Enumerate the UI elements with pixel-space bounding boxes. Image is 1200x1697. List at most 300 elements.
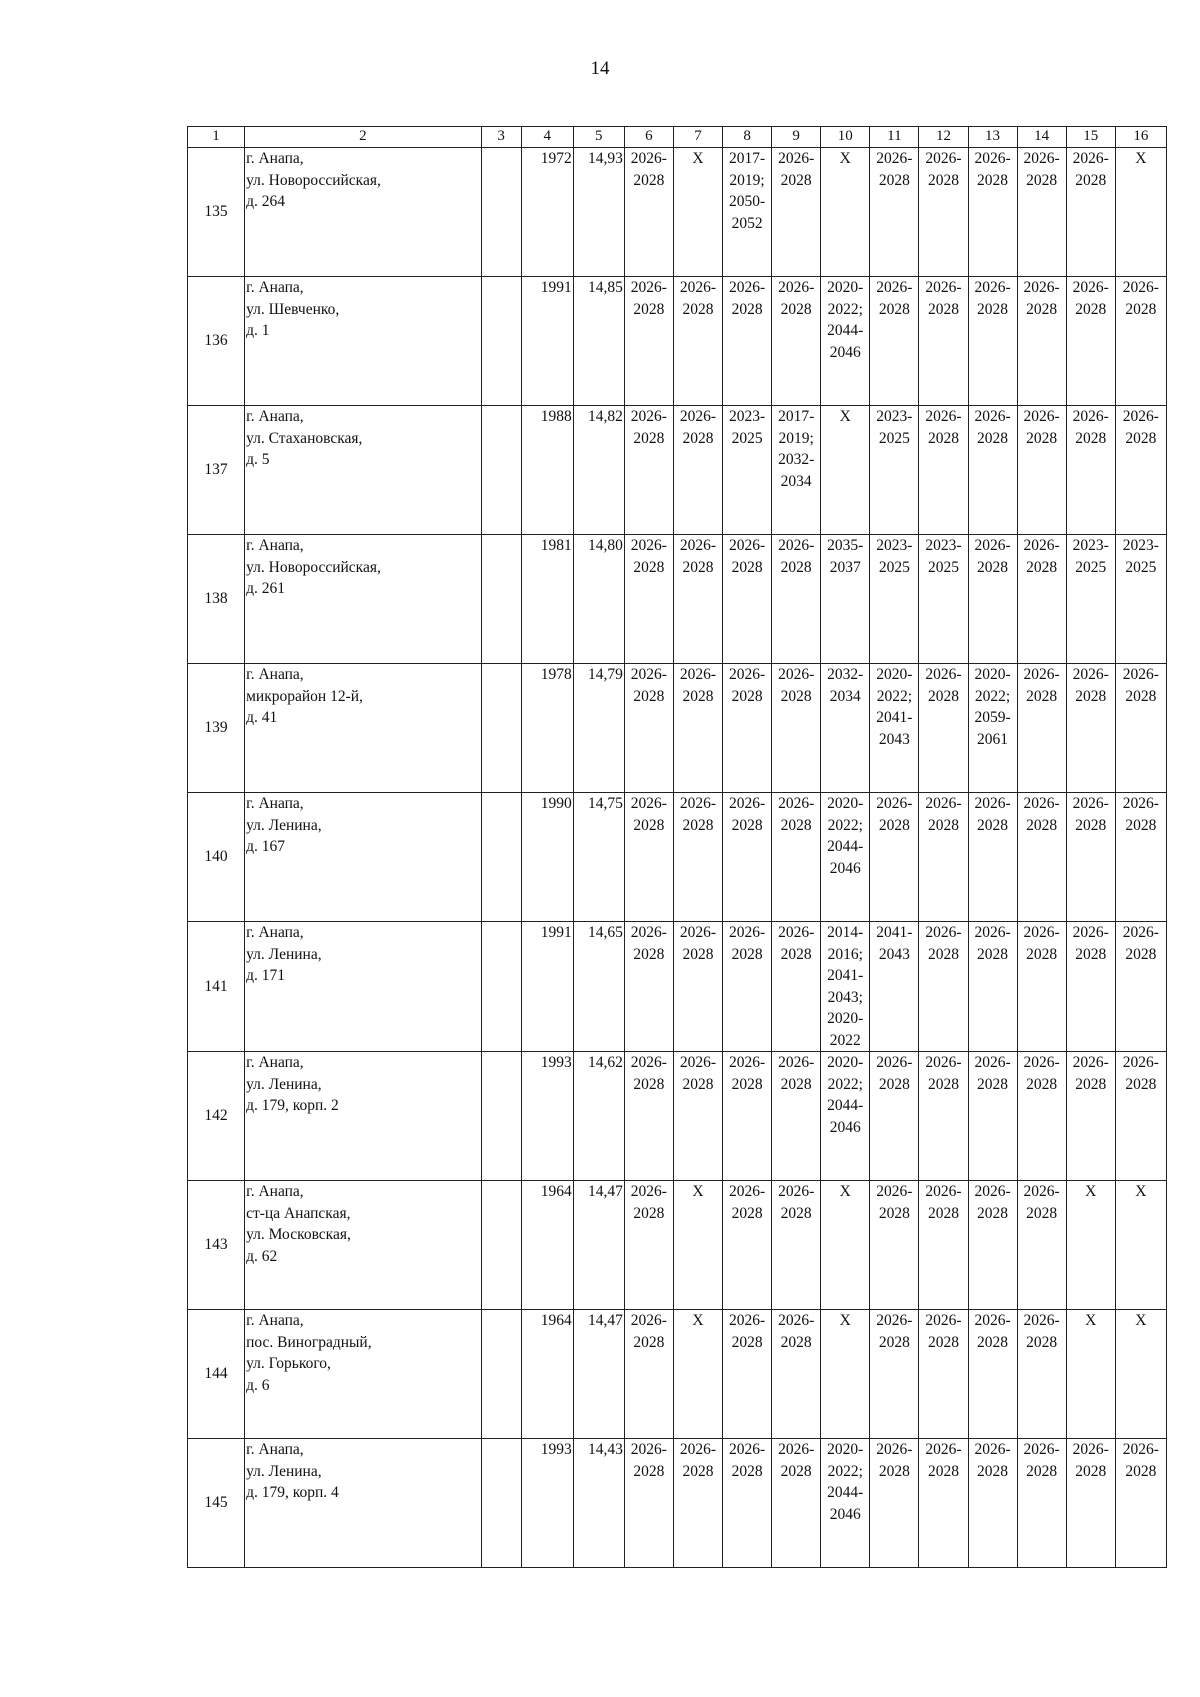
cell-line: ул. Стахановская, [246, 429, 363, 447]
period-cell [772, 1439, 821, 1568]
period-cell [968, 793, 1017, 922]
cell-line: 2028 [780, 300, 812, 318]
empty-cell [481, 406, 521, 535]
cell-line: микрорайон 12-й, [246, 687, 363, 705]
row-number: 139 [188, 664, 245, 793]
period-cell [1115, 664, 1166, 793]
cell-line: 2028 [633, 558, 665, 576]
empty-cell [481, 1439, 521, 1568]
period-cell [1017, 406, 1066, 535]
cell-line: 2028 [731, 816, 763, 834]
period-cell [1017, 277, 1066, 406]
cell-line: ул. Ленина, [246, 816, 322, 834]
cell-line: 2028 [1075, 945, 1107, 963]
cell-line: 2023- [728, 408, 766, 425]
column-header: 15 [1066, 127, 1115, 148]
cell-line: 2026- [778, 150, 815, 167]
cell-line: г. Анапа, [246, 924, 304, 941]
period-cell [821, 922, 870, 1052]
year-cell: 1981 [521, 535, 573, 664]
period-cell [723, 1439, 772, 1568]
cell-line: ул. Новороссийская, [246, 171, 381, 189]
year-cell: 1993 [521, 1052, 573, 1181]
period-cell [1017, 1310, 1066, 1439]
address-cell [245, 535, 481, 664]
cell-line: 2028 [878, 1333, 910, 1351]
period-cell [723, 1052, 772, 1181]
period-cell [772, 406, 821, 535]
cell-line: 2028 [633, 429, 665, 447]
cell-line: 2046 [829, 1118, 861, 1136]
cell-line: Х [692, 1183, 704, 1200]
cell-line: 2017- [728, 150, 766, 167]
cell-line: 2028 [878, 1075, 910, 1093]
cell-line: 2026- [925, 1054, 962, 1071]
period-cell [919, 1052, 968, 1181]
value-cell: 14,75 [573, 793, 624, 922]
cell-line: 2028 [633, 1333, 665, 1351]
cell-line: 2046 [829, 1505, 861, 1523]
header-row [188, 127, 1167, 148]
period-cell [1066, 1310, 1115, 1439]
cell-line: 2028 [731, 1204, 763, 1222]
table-row [188, 1310, 1167, 1439]
period-cell [1066, 535, 1115, 664]
cell-line: Х [839, 1183, 851, 1200]
cell-line: 2026- [1072, 666, 1109, 683]
cell-line: 2028 [1026, 1204, 1058, 1222]
period-cell [624, 1181, 673, 1310]
cell-line: 2028 [682, 1462, 714, 1480]
period-cell [1017, 535, 1066, 664]
cell-line: 2028 [977, 816, 1009, 834]
cell-line: 2043 [878, 945, 910, 963]
cell-line: 2028 [682, 945, 714, 963]
cell-line: 2041- [827, 967, 864, 984]
address-cell [245, 1439, 481, 1568]
cell-line: 2028 [1075, 1462, 1107, 1480]
cell-line: 2026- [1122, 924, 1159, 941]
cell-line: д. 179, корп. 4 [246, 1484, 339, 1501]
row-number: 143 [188, 1181, 245, 1310]
table-row [188, 406, 1167, 535]
cell-line: 2020- [827, 795, 864, 812]
period-cell [968, 1439, 1017, 1568]
page-number: 14 [590, 58, 610, 79]
cell-line: 2026- [1072, 795, 1109, 812]
table-row [188, 1439, 1167, 1568]
period-cell [870, 664, 919, 793]
year-cell: 1991 [521, 922, 573, 1052]
cell-line: 2026- [974, 1312, 1011, 1329]
cell-line: 2026- [1072, 1441, 1109, 1458]
period-cell [919, 406, 968, 535]
period-cell [723, 148, 772, 277]
cell-line: 2026- [1023, 924, 1060, 941]
period-cell [821, 1439, 870, 1568]
cell-line: 2043 [878, 730, 910, 748]
value-cell: 14,79 [573, 664, 624, 793]
cell-line: 2026- [876, 1312, 913, 1329]
cell-line: 2026- [1122, 279, 1159, 296]
cell-line: 2026- [778, 795, 815, 812]
cell-line: 2026- [679, 279, 717, 296]
period-cell [870, 793, 919, 922]
cell-line: 2034 [780, 472, 812, 490]
cell-line: 2028 [731, 687, 763, 705]
cell-line: 2028 [780, 1075, 812, 1093]
row-number: 144 [188, 1310, 245, 1439]
period-cell [1017, 664, 1066, 793]
cell-line: г. Анапа, [246, 408, 304, 425]
address-cell [245, 922, 481, 1052]
cell-line: 2028 [977, 1204, 1009, 1222]
cell-line: Х [1085, 1183, 1097, 1200]
period-cell [968, 406, 1017, 535]
table-row [188, 535, 1167, 664]
period-cell [870, 277, 919, 406]
cell-line: 2026- [1023, 1312, 1060, 1329]
cell-line: ул. Новороссийская, [246, 558, 381, 576]
cell-line: 2028 [682, 300, 714, 318]
cell-line: 2026- [925, 1183, 962, 1200]
period-cell [723, 664, 772, 793]
cell-line: 2026- [1122, 1054, 1159, 1071]
cell-line: 2028 [1075, 171, 1107, 189]
cell-line: 2020- [876, 666, 913, 683]
cell-line: 2026- [1023, 795, 1060, 812]
cell-line: 2026- [630, 1441, 667, 1458]
cell-line: 2026- [679, 795, 717, 812]
cell-line: г. Анапа, [246, 1312, 304, 1329]
period-cell [624, 922, 673, 1052]
period-cell [821, 664, 870, 793]
cell-line: 2022; [827, 816, 863, 834]
cell-line: д. 62 [246, 1247, 278, 1265]
cell-line: 2026- [925, 666, 962, 683]
cell-line: 2028 [1125, 429, 1157, 447]
cell-line: Х [1085, 1312, 1097, 1329]
cell-line: 2026- [778, 1441, 815, 1458]
cell-line: 2026- [925, 1441, 962, 1458]
cell-line: 2026- [1023, 1183, 1060, 1200]
cell-line: 2028 [780, 945, 812, 963]
period-cell [919, 1310, 968, 1439]
cell-line: д. 5 [246, 451, 270, 468]
cell-line: 2026- [679, 1054, 717, 1071]
cell-line: 2026- [876, 1183, 913, 1200]
cell-line: 2020- [827, 279, 864, 296]
period-cell [673, 535, 722, 664]
cell-line: 2026- [630, 1054, 667, 1071]
period-cell [1017, 1052, 1066, 1181]
cell-line: 2026- [728, 1312, 766, 1329]
cell-line: 2044- [827, 1484, 864, 1501]
cell-line: 2028 [1026, 300, 1058, 318]
period-cell [968, 535, 1017, 664]
period-cell [673, 1439, 722, 1568]
cell-line: 2028 [927, 1333, 959, 1351]
cell-line: 2026- [974, 537, 1011, 554]
column-header: 7 [673, 127, 722, 148]
column-header: 1 [188, 127, 245, 148]
cell-line: 2026- [630, 279, 667, 296]
period-cell [919, 793, 968, 922]
cell-line: 2028 [1125, 1075, 1157, 1093]
cell-line: г. Анапа, [246, 1183, 304, 1200]
cell-line: Х [839, 150, 851, 167]
cell-line: 2022; [974, 687, 1011, 705]
cell-line: Х [839, 408, 851, 425]
period-cell [870, 1052, 919, 1181]
cell-line: 2028 [878, 300, 910, 318]
cell-line: 2026- [1023, 1441, 1060, 1458]
period-cell [919, 1181, 968, 1310]
cell-line: г. Анапа, [246, 537, 304, 554]
cell-line: 2026- [778, 1312, 815, 1329]
column-header: 13 [968, 127, 1017, 148]
cell-line: 2022; [827, 1075, 863, 1093]
cell-line: 2028 [977, 1462, 1009, 1480]
cell-line: 2026- [728, 1054, 766, 1071]
cell-line: 2022; [876, 687, 913, 705]
period-cell [821, 148, 870, 277]
period-cell [870, 1310, 919, 1439]
value-cell: 14,85 [573, 277, 624, 406]
period-cell [624, 1052, 673, 1181]
cell-line: 2028 [682, 558, 714, 576]
cell-line: г. Анапа, [246, 666, 304, 683]
address-cell [245, 1181, 481, 1310]
period-cell [673, 1052, 722, 1181]
period-cell [673, 1181, 722, 1310]
cell-line: 2026- [1122, 795, 1159, 812]
cell-line: 2028 [927, 1462, 959, 1480]
period-cell [1066, 1052, 1115, 1181]
cell-line: 2028 [731, 1462, 763, 1480]
cell-line: 2026- [728, 279, 766, 296]
period-cell [1017, 793, 1066, 922]
column-header: 16 [1115, 127, 1166, 148]
cell-line: 2026- [778, 1054, 815, 1071]
cell-line: 2026- [1072, 408, 1109, 425]
period-cell [968, 922, 1017, 1052]
cell-line: 2026- [974, 1054, 1011, 1071]
cell-line: 2043; [827, 988, 863, 1006]
row-number: 136 [188, 277, 245, 406]
value-cell: 14,62 [573, 1052, 624, 1181]
empty-cell [481, 793, 521, 922]
period-cell [673, 1310, 722, 1439]
cell-line: 2026- [630, 150, 667, 167]
cell-line: ул. Ленина, [246, 1462, 322, 1480]
period-cell [624, 277, 673, 406]
cell-line: д. 171 [246, 967, 285, 984]
cell-line: 2028 [927, 945, 959, 963]
cell-line: 2026- [1023, 279, 1060, 296]
period-cell [1115, 1181, 1166, 1310]
empty-cell [481, 148, 521, 277]
address-cell [245, 406, 481, 535]
cell-line: 2028 [633, 1204, 665, 1222]
address-cell [245, 1052, 481, 1181]
column-header: 12 [919, 127, 968, 148]
cell-line: ул. Горького, [246, 1355, 331, 1372]
cell-line: 2028 [977, 300, 1009, 318]
table-row [188, 664, 1167, 793]
cell-line: 2025 [878, 558, 910, 576]
table-row [188, 1181, 1167, 1310]
period-cell [919, 922, 968, 1052]
cell-line: 2026- [1122, 666, 1159, 683]
address-cell [245, 664, 481, 793]
empty-cell [481, 664, 521, 793]
cell-line: 2028 [633, 816, 665, 834]
period-cell [1115, 277, 1166, 406]
cell-line: 2026- [778, 666, 815, 683]
cell-line: ул. Ленина, [246, 1075, 322, 1093]
cell-line: 2017- [778, 408, 815, 425]
cell-line: 2025 [1075, 558, 1107, 576]
column-header: 2 [245, 127, 481, 148]
cell-line: 2028 [731, 300, 763, 318]
cell-line: 2026- [679, 924, 717, 941]
cell-line: 2028 [1075, 687, 1107, 705]
cell-line: г. Анапа, [246, 150, 304, 167]
row-number: 141 [188, 922, 245, 1052]
period-cell [772, 664, 821, 793]
year-cell: 1993 [521, 1439, 573, 1568]
cell-line: 2023- [1122, 537, 1159, 554]
year-cell: 1988 [521, 406, 573, 535]
table-row [188, 922, 1167, 1052]
cell-line: 2026- [778, 1183, 815, 1200]
cell-line: 2026- [728, 1441, 766, 1458]
cell-line: г. Анапа, [246, 1054, 304, 1071]
period-cell [1115, 1052, 1166, 1181]
cell-line: 2026- [1023, 666, 1060, 683]
cell-line: д. 41 [246, 709, 278, 726]
empty-cell [481, 1052, 521, 1181]
cell-line: 2028 [1125, 945, 1157, 963]
cell-line: 2028 [1075, 429, 1107, 447]
cell-line: 2028 [1125, 687, 1157, 705]
cell-line: 2028 [633, 300, 665, 318]
cell-line: 2026- [630, 666, 667, 683]
year-cell: 1991 [521, 277, 573, 406]
cell-line: 2026- [728, 924, 766, 941]
period-cell [870, 535, 919, 664]
cell-line: д. 261 [246, 580, 285, 597]
period-cell [968, 1310, 1017, 1439]
cell-line: 2026- [925, 150, 962, 167]
cell-line: 2026- [630, 1183, 667, 1200]
cell-line: 2028 [780, 687, 812, 705]
cell-line: 2026- [679, 537, 717, 554]
period-cell [821, 406, 870, 535]
cell-line: 2026- [1023, 537, 1060, 554]
cell-line: 2028 [927, 1075, 959, 1093]
period-cell [624, 793, 673, 922]
cell-line: 2026- [728, 795, 766, 812]
period-cell [723, 1181, 772, 1310]
cell-line: 2026- [925, 1312, 962, 1329]
cell-line: 2044- [827, 322, 864, 339]
period-cell [870, 406, 919, 535]
cell-line: 2028 [927, 300, 959, 318]
cell-line: 2026- [974, 150, 1011, 167]
period-cell [772, 277, 821, 406]
period-cell [968, 277, 1017, 406]
cell-line: 2022; [827, 300, 863, 318]
cell-line: 2028 [731, 558, 763, 576]
cell-line: 2019; [778, 429, 814, 447]
cell-line: г. Анапа, [246, 795, 304, 812]
column-header: 11 [870, 127, 919, 148]
period-cell [1017, 1181, 1066, 1310]
column-header: 9 [772, 127, 821, 148]
value-cell: 14,80 [573, 535, 624, 664]
cell-line: 2026- [876, 150, 913, 167]
period-cell [968, 664, 1017, 793]
period-cell [1066, 793, 1115, 922]
cell-line: 2026- [925, 924, 962, 941]
column-header: 14 [1017, 127, 1066, 148]
period-cell [723, 535, 772, 664]
cell-line: 2026- [1023, 408, 1060, 425]
period-cell [919, 535, 968, 664]
period-cell [624, 1310, 673, 1439]
column-header: 3 [481, 127, 521, 148]
table-row [188, 148, 1167, 277]
cell-line: 2028 [633, 687, 665, 705]
empty-cell [481, 1310, 521, 1439]
cell-line: Х [839, 1312, 851, 1329]
cell-line: 2032- [778, 451, 815, 468]
year-cell: 1964 [521, 1181, 573, 1310]
column-header: 6 [624, 127, 673, 148]
cell-line: 2028 [780, 1462, 812, 1480]
period-cell [723, 922, 772, 1052]
cell-line: 2026- [876, 1441, 913, 1458]
cell-line: 2028 [1026, 687, 1058, 705]
period-cell [1017, 922, 1066, 1052]
cell-line: 2052 [731, 214, 763, 232]
period-cell [1115, 535, 1166, 664]
table-body [188, 148, 1167, 1568]
cell-line: 2028 [927, 1204, 959, 1222]
period-cell [723, 793, 772, 922]
cell-line: 2044- [827, 1097, 864, 1114]
table-row [188, 277, 1167, 406]
period-cell [821, 1181, 870, 1310]
cell-line: 2026- [728, 537, 766, 554]
period-cell [772, 1310, 821, 1439]
cell-line: 2026- [876, 795, 913, 812]
period-cell [1066, 148, 1115, 277]
period-cell [1066, 1181, 1115, 1310]
cell-line: 2028 [780, 558, 812, 576]
period-cell [624, 535, 673, 664]
cell-line: 2026- [630, 795, 667, 812]
cell-line: 2026- [925, 279, 962, 296]
cell-line: Х [1135, 1183, 1147, 1200]
period-cell [624, 148, 673, 277]
cell-line: 2028 [1125, 816, 1157, 834]
period-cell [673, 664, 722, 793]
cell-line: 2028 [731, 1075, 763, 1093]
cell-line: 2028 [633, 171, 665, 189]
